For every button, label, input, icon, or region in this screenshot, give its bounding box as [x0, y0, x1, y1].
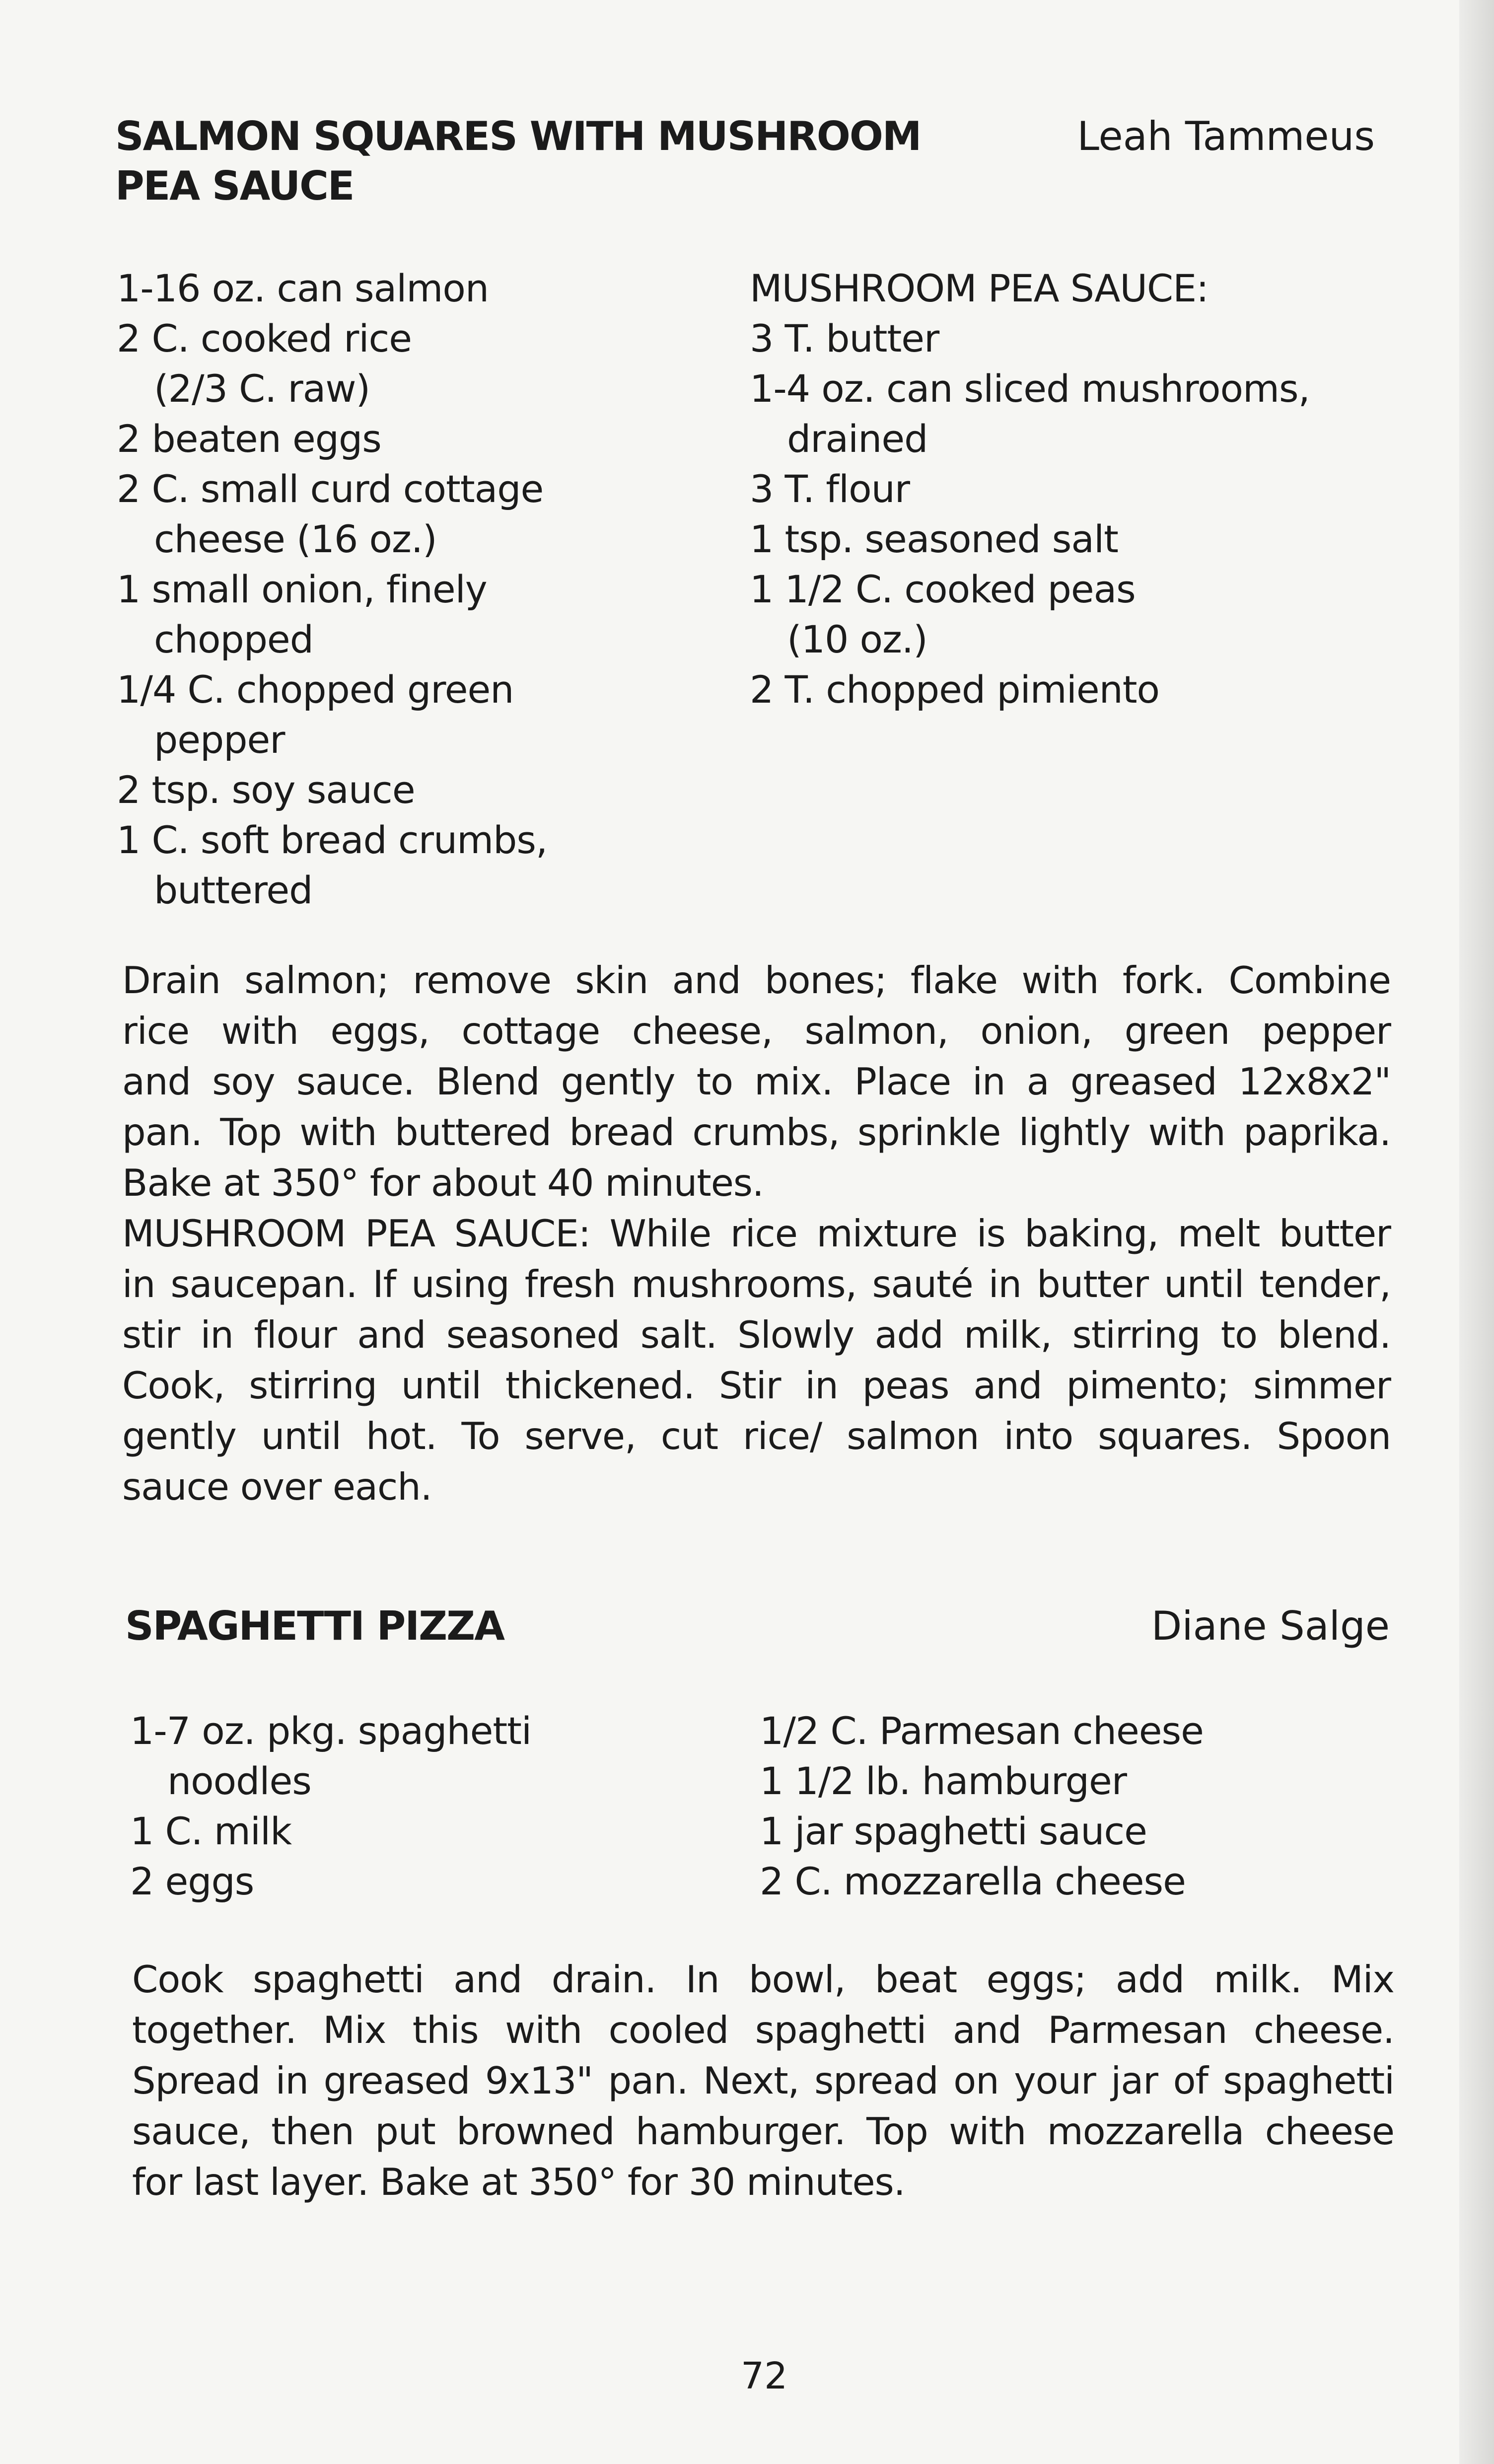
- ingredient-line: 1 C. milk: [130, 1809, 292, 1853]
- direction-line: sauce over each.: [122, 1465, 432, 1509]
- ingredient-line: pepper: [154, 718, 285, 762]
- direction-line: Cook, stirring until thickened. Stir in peas and pimento; simmer: [122, 1364, 1391, 1407]
- ingredient-line: 1 C. soft bread crumbs,: [117, 818, 548, 862]
- ingredient-line: 1 small onion, finely: [117, 567, 487, 611]
- recipe-1-title-line1: SALMON SQUARES WITH MUSHROOM: [115, 113, 921, 159]
- ingredient-line: buttered: [154, 868, 313, 912]
- direction-line: stir in flour and seasoned salt. Slowly add milk, stirring to blend.: [122, 1313, 1391, 1357]
- recipe-1-left-ingredients: [117, 263, 547, 915]
- ingredient-line: 1/2 C. Parmesan cheese: [760, 1709, 1204, 1753]
- ingredient-line: 2 C. cooked rice: [117, 316, 412, 361]
- recipe-1-right-ingredients: [750, 263, 1310, 715]
- direction-line: pan. Top with buttered bread crumbs, sprinkle lightly with paprika.: [122, 1110, 1391, 1154]
- ingredient-line: drained: [787, 417, 928, 461]
- ingredient-line: 2 tsp. soy sauce: [117, 768, 415, 812]
- direction-line: for last layer. Bake at 350° for 30 minutes.: [132, 2160, 905, 2204]
- ingredient-line: cheese (16 oz.): [154, 517, 437, 561]
- ingredient-line: noodles: [167, 1759, 311, 1803]
- ingredient-line: 2 T. chopped pimiento: [750, 667, 1160, 712]
- direction-line: and soy sauce. Blend gently to mix. Place in a greased 12x8x2": [122, 1060, 1391, 1103]
- ingredient-line: 3 T. butter: [750, 316, 939, 361]
- ingredient-line: (2/3 C. raw): [154, 366, 370, 411]
- ingredient-line: chopped: [154, 617, 313, 661]
- ingredient-line: 1/4 C. chopped green: [117, 667, 514, 712]
- recipe-2-directions: [132, 1954, 1394, 2207]
- recipe-1-title-line2: PEA SAUCE: [115, 163, 354, 209]
- recipe-1-author: Leah Tammeus: [1077, 113, 1375, 159]
- direction-line: Spread in greased 9x13" pan. Next, spread on your jar of spaghetti: [132, 2059, 1394, 2102]
- direction-line: sauce, then put browned hamburger. Top with mozzarella cheese: [132, 2109, 1394, 2153]
- ingredient-line: 1-16 oz. can salmon: [117, 266, 489, 310]
- ingredient-line: (10 oz.): [787, 617, 927, 661]
- page-number: 72: [741, 2355, 788, 2397]
- ingredient-line: 2 beaten eggs: [117, 417, 381, 461]
- ingredient-line: 1-7 oz. pkg. spaghetti: [130, 1709, 532, 1753]
- ingredient-line: 1-4 oz. can sliced mushrooms,: [750, 366, 1310, 411]
- ingredient-line: 1 tsp. seasoned salt: [750, 517, 1118, 561]
- ingredient-line: 2 C. mozzarella cheese: [760, 1859, 1186, 1903]
- recipe-2-author: Diane Salge: [1151, 1603, 1390, 1649]
- ingredient-line: 2 C. small curd cottage: [117, 467, 544, 511]
- direction-line: gently until hot. To serve, cut rice/ salmon into squares. Spoon: [122, 1414, 1391, 1458]
- direction-line: MUSHROOM PEA SAUCE: While rice mixture is baking, melt butter: [122, 1212, 1391, 1255]
- recipe-2-left-ingredients: [130, 1706, 531, 1906]
- direction-line: rice with eggs, cottage cheese, salmon, onion, green pepper: [122, 1009, 1391, 1053]
- ingredient-line: 3 T. flour: [750, 467, 910, 511]
- ingredient-line: 1 1/2 lb. hamburger: [760, 1759, 1127, 1803]
- page-edge-shadow: [1459, 0, 1494, 2464]
- ingredient-line: MUSHROOM PEA SAUCE:: [750, 266, 1209, 310]
- recipe-2-right-ingredients: [760, 1706, 1204, 1906]
- direction-line: Cook spaghetti and drain. In bowl, beat eggs; add milk. Mix: [132, 1957, 1394, 2001]
- recipe-1-directions: [122, 955, 1391, 1512]
- direction-line: Bake at 350° for about 40 minutes.: [122, 1161, 764, 1205]
- recipe-2-title: SPAGHETTI PIZZA: [125, 1603, 504, 1649]
- ingredient-line: 1 1/2 C. cooked peas: [750, 567, 1136, 611]
- direction-line: in saucepan. If using fresh mushrooms, sauté in butter until tender,: [122, 1262, 1391, 1306]
- ingredient-line: 1 jar spaghetti sauce: [760, 1809, 1147, 1853]
- direction-line: Drain salmon; remove skin and bones; flake with fork. Combine: [122, 958, 1391, 1002]
- direction-line: together. Mix this with cooled spaghetti and Parmesan cheese.: [132, 2008, 1394, 2052]
- ingredient-line: 2 eggs: [130, 1859, 254, 1903]
